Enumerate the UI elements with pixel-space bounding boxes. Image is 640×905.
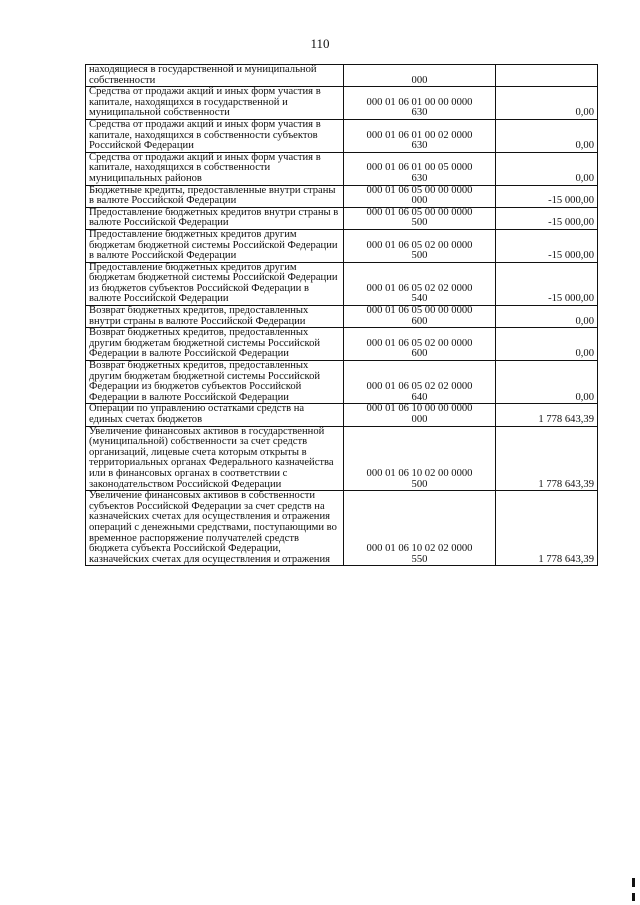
row-code-cell	[344, 152, 496, 185]
code-line-2: 630	[411, 140, 428, 152]
table-row	[86, 404, 598, 426]
row-sum-cell: 0,00	[496, 152, 598, 185]
table-row	[86, 262, 598, 305]
row-sum-cell: 0,00	[496, 87, 598, 120]
row-code-cell	[344, 87, 496, 120]
row-sum-cell: -15 000,00	[496, 185, 598, 207]
code-line-2: 600	[411, 315, 428, 327]
row-code-cell	[344, 361, 496, 404]
code-line-2: 640	[411, 391, 428, 403]
code-line-2: 630	[411, 172, 428, 184]
row-name-cell: Средства от продажи акций и иных форм участия в капитале, находящихся в собственности субъектов Российской Федерации	[86, 119, 344, 152]
code-line-2: 550	[411, 553, 428, 565]
row-sum-cell: 1 778 643,39	[496, 426, 598, 491]
code-line-1: 000 01 06 01 00 00 0000	[366, 96, 473, 108]
table-body	[86, 65, 598, 566]
row-sum-cell: 0,00	[496, 119, 598, 152]
row-sum-cell: -15 000,00	[496, 229, 598, 262]
row-sum-cell: 1 778 643,39	[496, 404, 598, 426]
row-code-cell	[344, 207, 496, 229]
row-name-cell: Предоставление бюджетных кредитов внутри страны в валюте Российской Федерации	[86, 207, 344, 229]
table-row	[86, 361, 598, 404]
table-row	[86, 229, 598, 262]
row-name-cell: Увеличение финансовых активов в собственности субъектов Российской Федерации за счет средств на казначейских счетах для осуществления и отражения операций с денежными средствами, поступающими во временное распоряжение получателей средств бюджета субъекта Российской Федерации, казначейских счетах для осуществления и отражения	[86, 491, 344, 566]
row-name-cell: Средства от продажи акций и иных форм участия в капитале, находящихся в государственной и муниципальной собственности	[86, 87, 344, 120]
code-line-1: 000 01 06 05 00 00 0000	[366, 206, 473, 218]
code-line-2: 000	[411, 195, 428, 207]
code-line-1: 000 01 06 05 02 02 0000	[366, 381, 473, 393]
row-code-cell	[344, 404, 496, 426]
code-line-1: 000 01 06 10 02 02 0000	[366, 543, 473, 555]
row-code-cell	[344, 262, 496, 305]
table-row	[86, 185, 598, 207]
code-line-2: 000	[411, 414, 428, 425]
code-line-1: 000 01 06 01 00 05 0000	[366, 162, 473, 174]
row-sum-cell: 0,00	[496, 328, 598, 361]
page-number: 110	[310, 36, 330, 51]
table-row	[86, 426, 598, 491]
row-code-cell	[344, 491, 496, 566]
table-row	[86, 491, 598, 566]
table-row	[86, 152, 598, 185]
margin-mark	[632, 878, 635, 887]
code-line-2: 500	[411, 478, 428, 490]
row-code-cell	[344, 426, 496, 491]
code-line-1: 000 01 06 05 00 00 0000	[366, 305, 473, 317]
row-code-cell	[344, 306, 496, 328]
row-code-cell	[344, 328, 496, 361]
row-name-cell: Возврат бюджетных кредитов, предоставленных внутри страны в валюте Российской Федерации	[86, 306, 344, 328]
table-row	[86, 87, 598, 120]
table-row	[86, 65, 598, 87]
row-name-cell: Бюджетные кредиты, предоставленные внутри страны в валюте Российской Федерации	[86, 185, 344, 207]
row-name-cell: Предоставление бюджетных кредитов другим бюджетам бюджетной системы Российской Федерации из бюджетов субъектов Российской Федерации в валюте Российской Федерации	[86, 262, 344, 305]
row-name-cell: Увеличение финансовых активов в государственной (муниципальной) собственности за счет средств организаций, лицевые счета которым открыты в территориальных органах Федерального казначейства или в финансовых органах в соответствии с законодательством Российской Федерации	[86, 426, 344, 491]
row-name-cell: Предоставление бюджетных кредитов другим бюджетам бюджетной системы Российской Федерации в валюте Российской Федерации	[86, 229, 344, 262]
row-sum-cell	[496, 65, 598, 87]
code-line-2: 600	[411, 348, 428, 360]
table-row	[86, 328, 598, 361]
code-line-2: 500	[411, 217, 428, 229]
row-code-cell	[344, 65, 496, 87]
code-line-1: 000 01 06 05 02 00 0000	[366, 337, 473, 349]
budget-sources-table	[85, 64, 598, 566]
row-name-cell: Возврат бюджетных кредитов, предоставленных другим бюджетам бюджетной системы Российской Федерации в валюте Российской Федерации	[86, 328, 344, 361]
row-name-cell: Средства от продажи акций и иных форм участия в капитале, находящихся в собственности муниципальных районов	[86, 152, 344, 185]
table-row	[86, 306, 598, 328]
table-row	[86, 119, 598, 152]
row-sum-cell: -15 000,00	[496, 262, 598, 305]
row-sum-cell: 1 778 643,39	[496, 491, 598, 566]
row-sum-cell: -15 000,00	[496, 207, 598, 229]
code-line-1: 000 01 06 01 00 02 0000	[366, 129, 473, 141]
row-code-cell	[344, 229, 496, 262]
code-line-1: 000 01 06 05 02 02 0000	[366, 282, 473, 294]
row-sum-cell: 0,00	[496, 361, 598, 404]
code-line-2: 540	[411, 293, 428, 305]
code-line-1: 000 01 06 05 00 00 0000	[366, 184, 473, 196]
row-code-cell	[344, 119, 496, 152]
row-name-cell: находящиеся в государственной и муниципальной собственности	[86, 65, 344, 87]
row-name-cell: Возврат бюджетных кредитов, предоставленных другим бюджетам бюджетной системы Российской Федерации из бюджетов субъектов Российской Федерации в валюте Российской Федерации	[86, 361, 344, 404]
code-line-2: 500	[411, 250, 428, 262]
code-line-1: 000	[411, 74, 428, 86]
code-line-1: 000 01 06 05 02 00 0000	[366, 239, 473, 251]
code-line-1: 000 01 06 10 02 00 0000	[366, 467, 473, 479]
code-line-2: 630	[411, 107, 428, 119]
row-code-cell	[344, 185, 496, 207]
margin-mark	[632, 893, 635, 901]
row-name-cell: Операции по управлению остатками средств на единых счетах бюджетов	[86, 404, 344, 426]
code-line-1: 000 01 06 10 00 00 0000	[366, 403, 473, 415]
row-sum-cell: 0,00	[496, 306, 598, 328]
table-row	[86, 207, 598, 229]
